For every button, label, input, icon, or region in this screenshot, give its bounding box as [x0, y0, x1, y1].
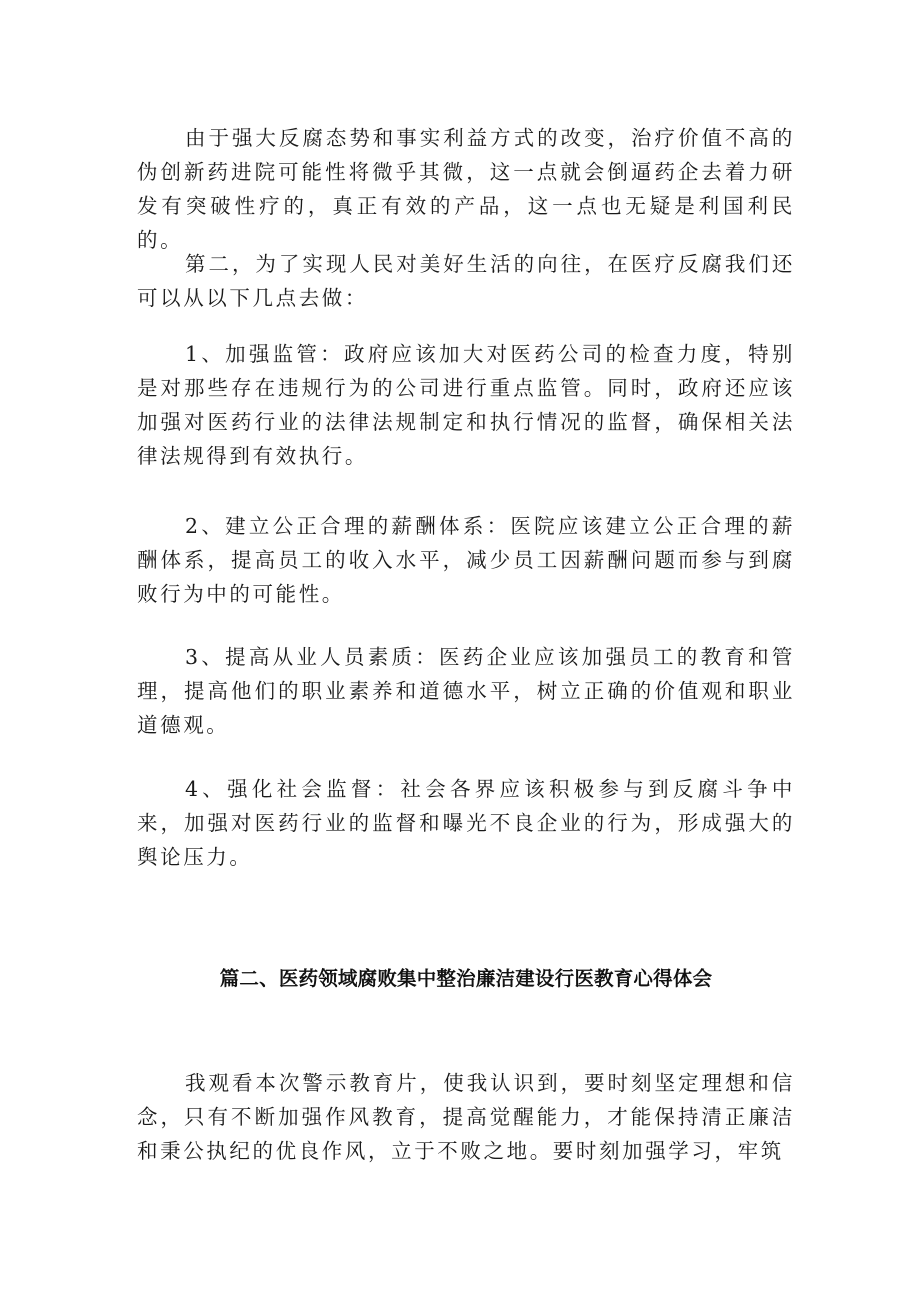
list-item-paragraph: 1、加强监管：政府应该加大对医药公司的检查力度，特别是对那些存在违规行为的公司进行重点监管。同时，政府还应该加强对医药行业的法律法规制定和执行情况的监督，确保相关法律法规得到有效执行。	[137, 342, 795, 468]
section-body-paragraph: 我观看本次警示教育片，使我认识到，要时刻坚定理想和信念，只有不断加强作风教育，提高觉醒能力，才能保持清正廉洁和秉公执纪的优良作风，立于不败之地。要时刻加强学习，牢筑	[137, 1071, 795, 1163]
body-paragraph: 由于强大反腐态势和事实利益方式的改变，治疗价值不高的伪创新药进院可能性将微乎其微，这一点就会倒逼药企去着力研发有突破性疗的，真正有效的产品，这一点也无疑是利国利民的。	[137, 126, 795, 252]
body-paragraph: 第二，为了实现人民对美好生活的向往，在医疗反腐我们还可以从以下几点去做：	[137, 252, 795, 310]
list-item-paragraph: 3、提高从业人员素质：医药企业应该加强员工的教育和管理，提高他们的职业素养和道德水平，树立正确的价值观和职业道德观。	[137, 645, 795, 737]
section-heading: 篇二、医药领域腐败集中整治廉洁建设行医教育心得体会	[219, 967, 713, 990]
list-item-paragraph: 4、强化社会监督：社会各界应该积极参与到反腐斗争中来，加强对医药行业的监督和曝光不良企业的行为，形成强大的舆论压力。	[137, 777, 795, 869]
list-item-paragraph: 2、建立公正合理的薪酬体系：医院应该建立公正合理的薪酬体系，提高员工的收入水平，减少员工因薪酬问题而参与到腐败行为中的可能性。	[137, 514, 795, 606]
